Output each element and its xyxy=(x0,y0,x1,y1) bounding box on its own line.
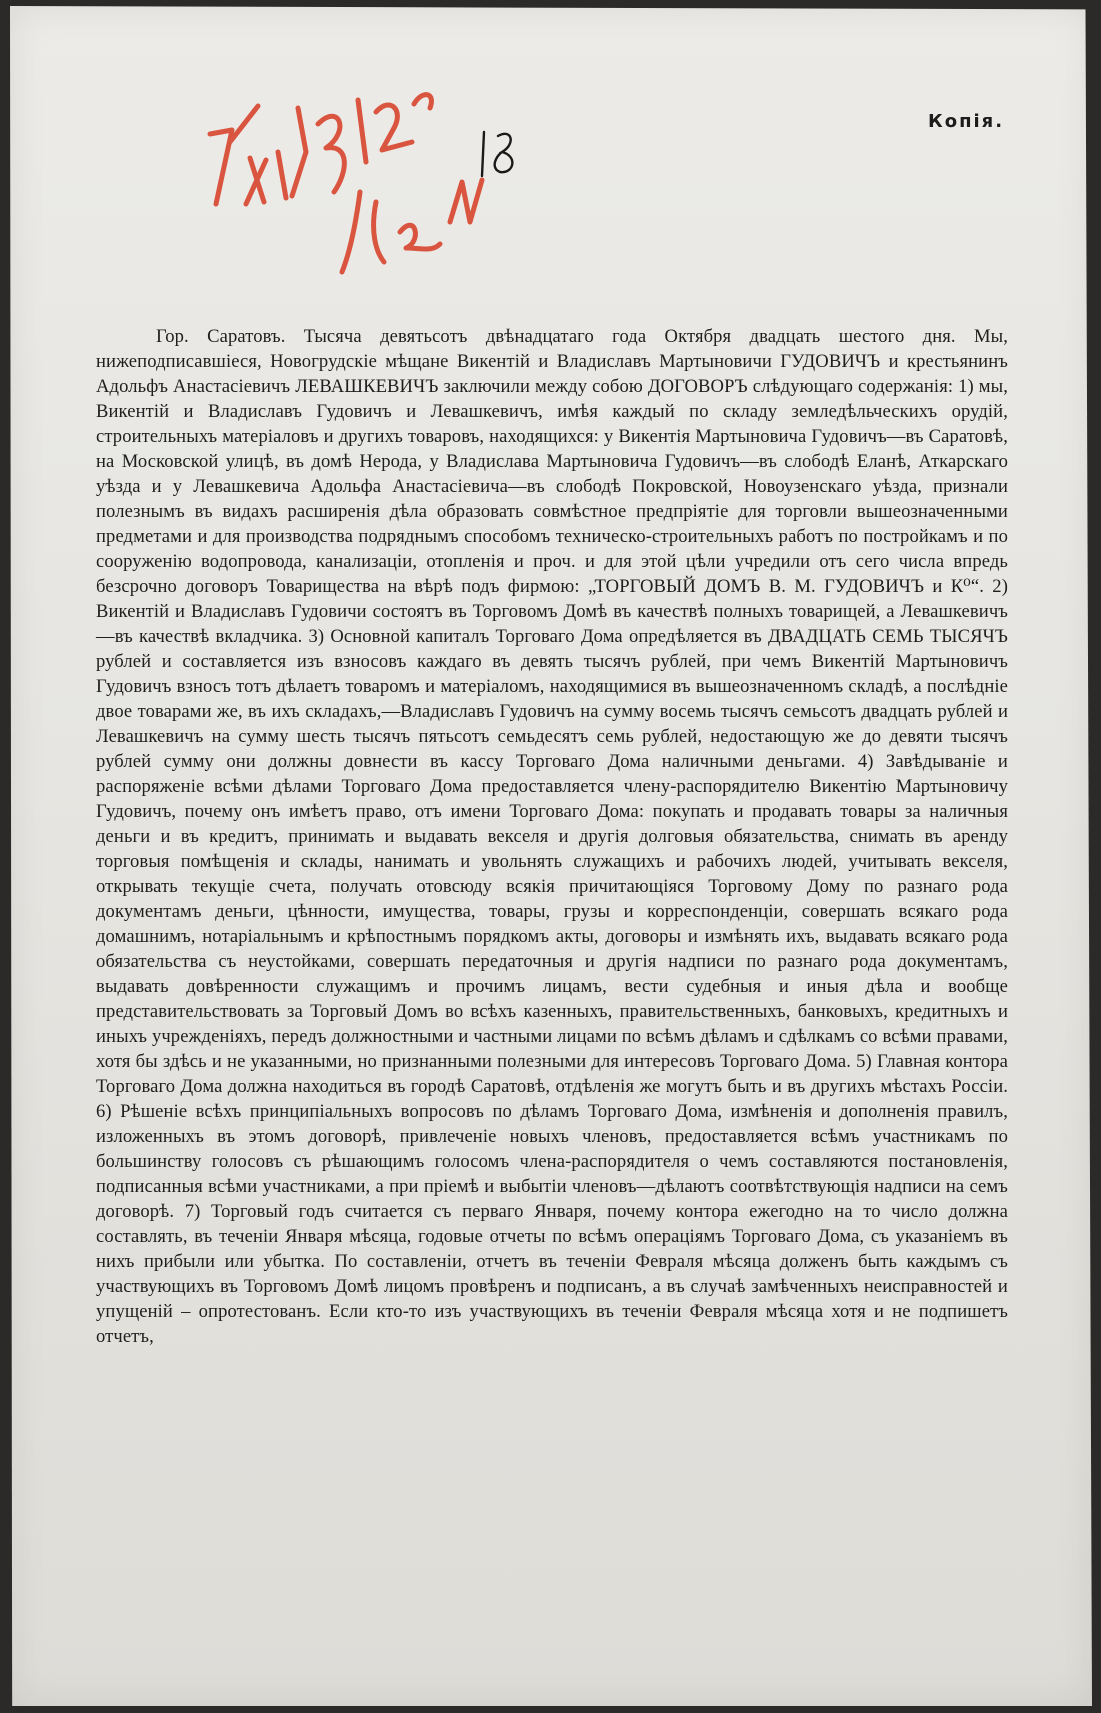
contract-text: Гор. Саратовъ. Тысяча девятьсотъ двѣнадцатаго года Октября двадцать шестого дня. Мы, нижеподписавшіеся, Новогрудскіе мѣщане Викентій и Владиславъ Мартыновичи ГУДОВИЧЪ и крестьянинъ Адольфъ Анастасіевичъ ЛЕВАШКЕВИЧЪ заключили между собою ДОГОВОРЪ слѣдующаго содержанія: 1) мы, Викентій и Владиславъ Гудовичъ и Левашкевичъ, имѣя каждый по складу земледѣльческихъ орудій, строительныхъ матеріаловъ и другихъ товаровъ, находящихся: у Викентія Мартыновича Гудовичъ—въ Саратовѣ, на Московской улицѣ, въ домѣ Нерода, у Владислава Мартыновича Гудовичъ—въ слободѣ Еланѣ, Аткарскаго уѣзда и у Левашкевича Адольфа Анастасіевича—въ слободѣ Покровской, Новоузенскаго уѣзда, признали полезнымъ въ видахъ расширенія дѣла образовать совмѣстное предпріятіе для торговли вышеозначенными предметами и для производства подряднымъ способомъ техническо-строительныхъ работъ по постройкамъ и по сооруженію водопровода, канализаціи, отопленія и проч. и для этой цѣли учредили отъ сего числа впредь безсрочно договоръ Товарищества на вѣрѣ подъ фирмою: „ТОРГОВЫЙ ДОМЪ В. М. ГУДОВИЧЪ и К⁰“. 2) Викентій и Владиславъ Гудовичи состоятъ въ Торговомъ Домѣ въ качествѣ полныхъ товарищей, а Левашкевичъ—въ качествѣ вкладчика. 3) Основной капиталъ Торговаго Дома опредѣляется въ ДВАДЦАТЬ СЕМЬ ТЫСЯЧЪ рублей и составляется изъ взносовъ каждаго въ девять тысячъ рублей, при чемъ Викентій Мартыновичъ Гудовичъ взносъ тотъ дѣлаетъ товаромъ и матеріаломъ, находящимися въ вышеозначенномъ складѣ, а послѣдніе двое товарами же, въ ихъ складахъ,—Владиславъ Гудовичъ на сумму восемь тысячъ семьсотъ двадцать рублей и Левашкевичъ на сумму шесть тысячъ пятьсотъ семьдесятъ семь рублей, недостающую же до девяти тысячъ рублей сумму они должны довнести въ кассу Торговаго Дома наличными деньгами. 4) Завѣдываніе и распоряженіе всѣми дѣлами Торговаго Дома предоставляется члену-распорядителю Викентію Мартыновичу Гудовичъ, почему онъ имѣетъ право, отъ имени Торговаго Дома: покупать и продавать товары за наличныя деньги и въ кредитъ, принимать и выдавать векселя и другія долговыя обязательства, снимать въ аренду торговыя помѣщенія и склады, нанимать и увольнять служащихъ и рабочихъ людей, учитывать векселя, открывать текущіе счета, получать отовсюду всякія причитающіяся Торговому Дому по разнаго рода документамъ деньги, цѣнности, имущества, товары, грузы и корреспонденціи, совершать всякаго рода домашнимъ, нотаріальнымъ и крѣпостнымъ порядкомъ акты, договоры и измѣнять ихъ, выдавать всякаго рода обязательства съ неустойками, совершать передаточныя и другія надписи по разнаго рода документамъ, выдавать довѣренности служащимъ и прочимъ лицамъ, вести судебныя и иныя дѣла и вообще представительствовать за Торговый Домъ во всѣхъ казенныхъ, правительственныхъ, банковыхъ, кредитныхъ и иныхъ учрежденіяхъ, передъ должностными и частными лицами по всѣмъ дѣламъ и сдѣлкамъ со всѣми правами, хотя бы здѣсь и не указанными, но признанными полезными для интересовъ Торговаго Дома. 5) Главная контора Торговаго Дома должна находиться въ городѣ Саратовѣ, отдѣленія же могутъ быть и въ другихъ мѣстахъ Россіи. 6) Рѣшеніе всѣхъ принципіальныхъ вопросовъ по дѣламъ Торговаго Дома, измѣненія и дополненія правилъ, изложенныхъ въ этомъ договорѣ, привлеченіе новыхъ членовъ, предоставляется всѣмъ участникамъ по большинству голосовъ съ рѣшающимъ голосомъ члена-распорядителя о чемъ составляются постановленія, подписанныя всѣми участниками, а при пріемѣ и выбытіи членовъ—дѣлаютъ соотвѣтствующія надписи на семъ договорѣ. 7) Торговый годъ считается съ перваго Января, почему контора ежегодно на то число должна составлять, въ теченіи Января мѣсяца, годовые отчеты по всѣмъ операціямъ Торговаго Дома, съ указаніемъ въ нихъ прибыли или убытка. По составленіи, отчетъ въ теченіи Февраля мѣсяца долженъ быть каждымъ съ участвующихъ въ Торговомъ Домѣ лицомъ провѣренъ и подписанъ, а въ случаѣ замѣченныхъ неисправностей и упущеній – опротестованъ. Если кто-то изъ участвующихъ въ теченіи Февраля мѣсяца хотя и не подпишетъ отчетъ, xyxy=(96,326,1008,1347)
document-heading: Копія. xyxy=(928,111,1005,132)
handwritten-annotation xyxy=(200,72,580,302)
